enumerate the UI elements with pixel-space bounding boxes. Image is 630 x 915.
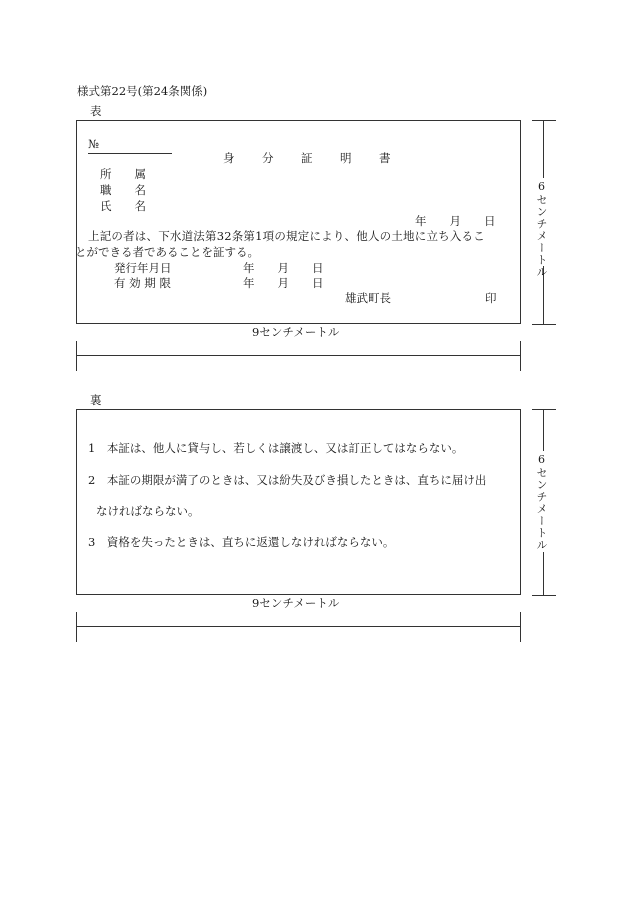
back-width-dim-left-tick — [76, 612, 77, 642]
statement-line-1: 上記の者は、下水道法第32条第1項の規定により、他人の土地に立ち入るこ — [88, 229, 485, 243]
back-width-dim-right-tick — [520, 612, 521, 642]
front-width-dim-right-tick — [520, 341, 521, 371]
back-height-dim-bottom-tick — [532, 595, 556, 596]
back-height-dim-label: 6センチメートル — [535, 453, 548, 551]
date-line: 年 月 日 — [415, 214, 496, 228]
back-width-dim-line — [76, 626, 521, 627]
front-width-dim-label: 9センチメートル — [252, 325, 340, 339]
back-height-dim-line-upper — [543, 409, 544, 451]
front-width-dim-line — [76, 355, 521, 356]
front-height-dim-line-upper — [543, 120, 544, 178]
front-card — [76, 120, 521, 324]
statement-line-2: とができる者であることを証する。 — [75, 245, 259, 259]
number-label: № — [88, 137, 99, 151]
front-height-dim-bottom-tick — [532, 324, 556, 325]
front-height-dim-label: 6センチメートル — [535, 180, 548, 278]
field-position: 職 名 — [100, 183, 146, 197]
note-1: 1 本証は、他人に貸与し、若しくは譲渡し、又は訂正してはならない。 — [88, 441, 464, 455]
form-title: 様式第22号(第24条関係) — [77, 84, 208, 98]
issue-date-value: 年 月 日 — [243, 261, 324, 275]
field-affiliation: 所 属 — [100, 167, 146, 181]
front-width-dim-left-tick — [76, 341, 77, 371]
issue-date-label: 発行年月日 — [114, 261, 172, 275]
validity-value: 年 月 日 — [243, 276, 324, 290]
number-field — [88, 139, 172, 154]
back-side-label: 裏 — [90, 393, 102, 407]
back-height-dim-top-tick — [532, 409, 556, 410]
back-width-dim-label: 9センチメートル — [252, 596, 340, 610]
validity-label: 有 効 期 限 — [114, 276, 171, 290]
field-name: 氏 名 — [100, 199, 146, 213]
note-2-continued: なければならない。 — [96, 504, 200, 518]
back-height-dim-line-lower — [543, 552, 544, 595]
card-title: 身 分 証 明 書 — [223, 151, 399, 165]
back-card — [76, 409, 521, 595]
front-side-label: 表 — [90, 104, 102, 118]
issuer-name: 雄武町長 — [345, 291, 391, 305]
note-2: 2 本証の期限が満了のときは、又は紛失及びき損したときは、直ちに届け出 — [88, 473, 487, 487]
front-height-dim-top-tick — [532, 120, 556, 121]
seal-mark: 印 — [485, 291, 497, 305]
note-3: 3 資格を失ったときは、直ちに返還しなければならない。 — [88, 535, 395, 549]
